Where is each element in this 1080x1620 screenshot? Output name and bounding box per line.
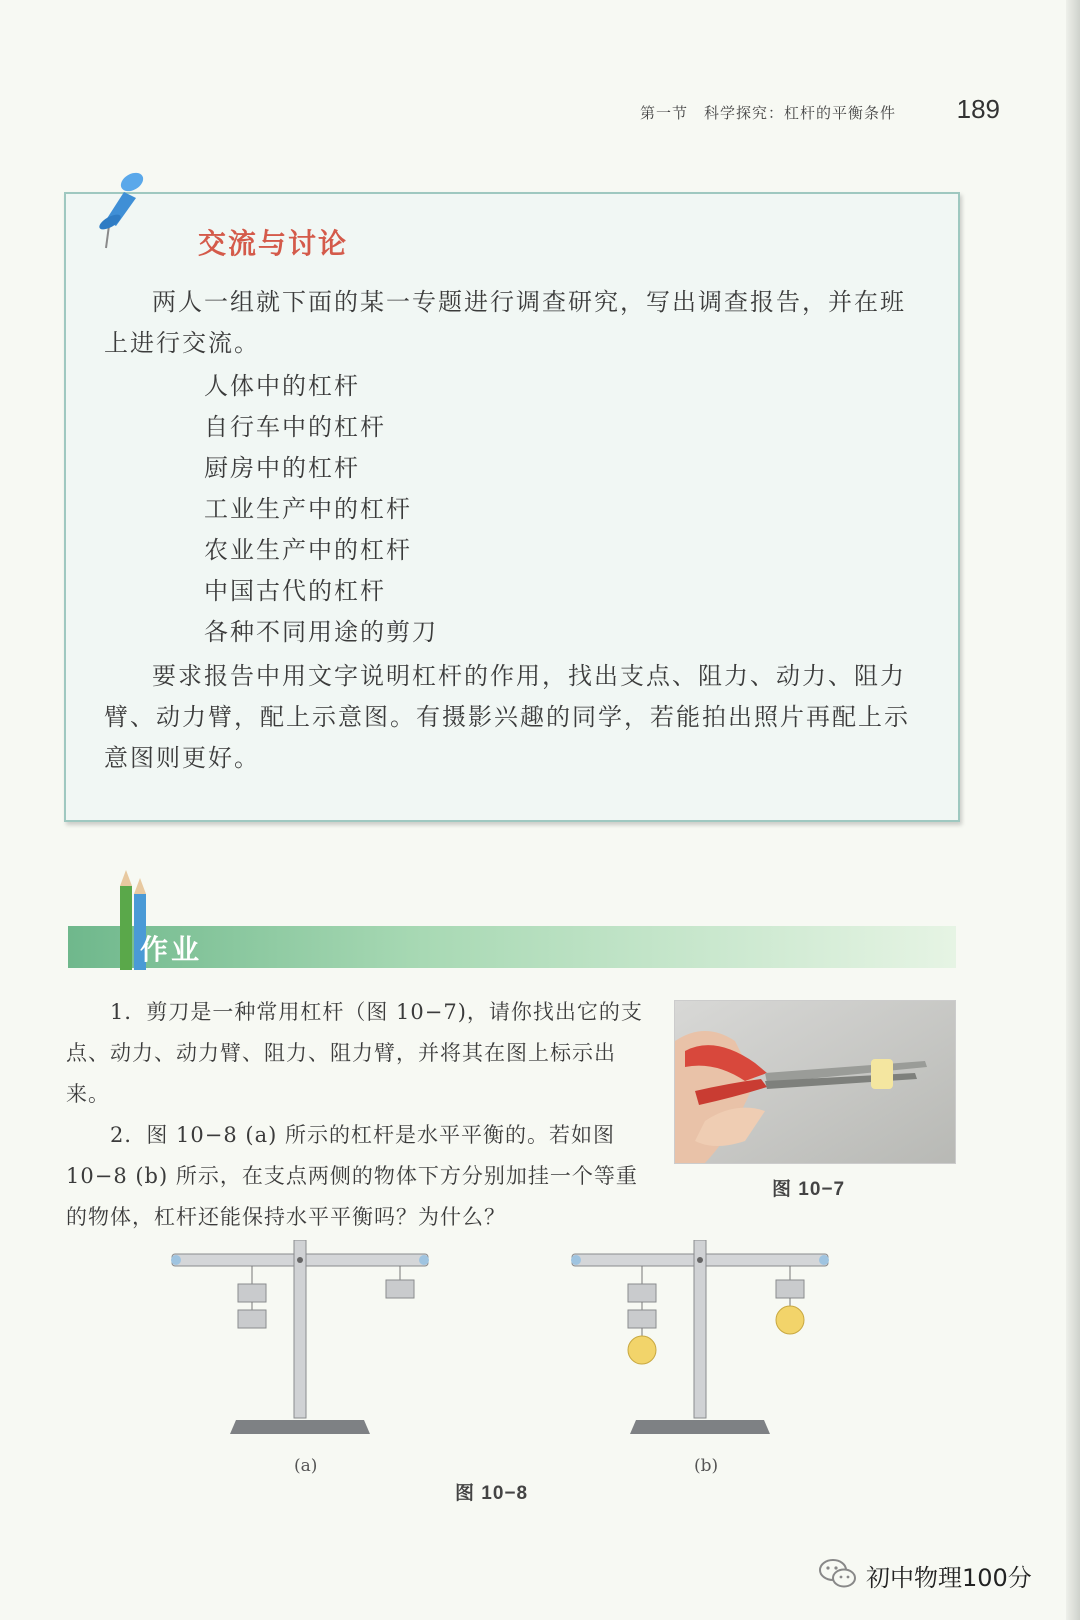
- lever-diagram: [160, 1240, 880, 1440]
- page-number: 189: [956, 94, 1000, 124]
- section-title: 第一节 科学探究：杠杆的平衡条件: [640, 104, 897, 122]
- discussion-title: 交流与讨论: [198, 227, 349, 260]
- figure-10-8-b-label: (b): [694, 1456, 719, 1476]
- topic-item: 各种不同用途的剪刀: [204, 618, 438, 646]
- watermark-text: 初中物理100分: [866, 1564, 1032, 1592]
- figure-10-8-a-label: (a): [294, 1456, 318, 1476]
- lever-b: [571, 1240, 829, 1434]
- question-1: 1．剪刀是一种常用杠杆（图 10−7)，请你找出它的支点、动力、动力臂、阻力、阻力臂，并将其在图上标示出来。: [66, 1000, 643, 1106]
- homework-title: 作业: [140, 933, 203, 966]
- discussion-requirement: 要求报告中用文字说明杠杆的作用，找出支点、阻力、动力、阻力臂、动力臂，配上示意图。有摄影兴趣的同学，若能拍出照片再配上示意图则更好。: [104, 662, 910, 772]
- lever-a: [171, 1240, 429, 1434]
- wechat-icon: [818, 1556, 858, 1592]
- topic-item: 人体中的杠杆: [204, 372, 360, 400]
- topic-list: [204, 366, 438, 653]
- topic-item: 中国古代的杠杆: [204, 577, 386, 605]
- discussion-intro: 两人一组就下面的某一专题进行调查研究，写出调查报告，并在班上进行交流。: [104, 288, 906, 357]
- question-2: 2．图 10−8 (a) 所示的杠杆是水平平衡的。若如图 10−8 (b) 所示，在支点两侧的物体下方分别加挂一个等重的物体，杠杆还能保持水平平衡吗？为什么？: [66, 1123, 638, 1229]
- topic-item: 工业生产中的杠杆: [204, 495, 412, 523]
- topic-item: 自行车中的杠杆: [204, 413, 386, 441]
- topic-item: 厨房中的杠杆: [204, 454, 360, 482]
- page-edge: [1066, 0, 1080, 1620]
- figure-10-7-caption: 图 10−7: [772, 1179, 846, 1200]
- scissors-photo: [674, 1000, 956, 1164]
- topic-item: 农业生产中的杠杆: [204, 536, 412, 564]
- running-head: [640, 96, 1000, 132]
- pushpin-icon: [96, 168, 148, 250]
- figure-10-8-caption: 图 10−8: [455, 1483, 529, 1504]
- watermark: [818, 1552, 1048, 1594]
